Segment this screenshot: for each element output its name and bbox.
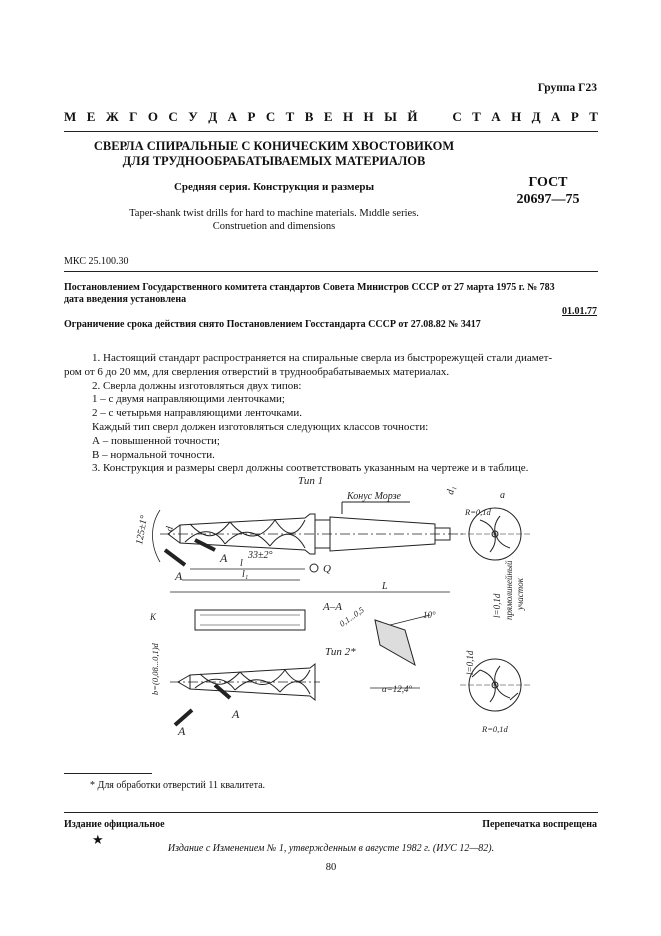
header-divider bbox=[64, 131, 598, 132]
interstate-letter: Й bbox=[407, 109, 418, 124]
type1-drill bbox=[160, 514, 465, 554]
document-subtitle: Средняя серия. Конструкция и размеры bbox=[173, 181, 375, 193]
k-label: K bbox=[150, 612, 157, 622]
alpha-label: α=12,4° bbox=[382, 684, 413, 694]
d-label: d bbox=[164, 525, 176, 533]
footer-divider bbox=[64, 812, 598, 813]
flute-detail-view bbox=[149, 610, 305, 630]
b-width-label: b=(0,08...0,1)d bbox=[150, 643, 160, 695]
gost-label: ГОСТ bbox=[528, 175, 568, 190]
interstate-letter: М bbox=[64, 109, 77, 124]
interstate-letter: Т bbox=[472, 109, 481, 124]
section-mark-a: A bbox=[175, 569, 183, 583]
interstate-letter: Р bbox=[247, 109, 256, 124]
interstate-letter: А bbox=[491, 109, 501, 124]
interstate-letter: Н bbox=[342, 109, 354, 124]
interstate-letter: Е bbox=[86, 109, 96, 124]
section-aa-profile bbox=[375, 620, 415, 665]
interstate-letter: А bbox=[551, 109, 561, 124]
footnote: * Для обработки отверстий 11 квалитета. bbox=[90, 780, 266, 791]
r2-label: R=0,1d bbox=[482, 724, 508, 734]
footnote-divider bbox=[64, 773, 152, 774]
english-title bbox=[64, 207, 484, 233]
q-label: Q bbox=[323, 563, 331, 575]
decree-text: Постановлением Государственного комитета стандартов Совета Министров СССР от 27 марта 1975 г. № 783 bbox=[64, 282, 555, 293]
body-paragraph: Каждый тип сверл должен изготовляться следующих классов точности: bbox=[92, 420, 429, 433]
mks-code: МКС 25.100.30 bbox=[64, 256, 129, 267]
angle-125-label: 125±1° bbox=[134, 514, 151, 546]
reprint-prohibited-label: Перепечатка воспрещена bbox=[482, 819, 597, 830]
title-line-2: ДЛЯ ТРУДНООБРАБАТЫВАЕМЫХ МАТЕРИАЛОВ bbox=[122, 154, 426, 168]
drill-technical-drawing bbox=[120, 470, 540, 760]
angle-10-label: 10° bbox=[423, 610, 436, 620]
star-icon: ★ bbox=[92, 832, 104, 847]
interstate-letter: Р bbox=[570, 109, 579, 124]
big-l-label: L bbox=[382, 581, 388, 592]
interstate-letter: Е bbox=[323, 109, 333, 124]
body-paragraph: ром от 6 до 20 мм, для сверления отверстий в труднообрабатываемых материалах. bbox=[64, 365, 450, 378]
section-aa-label: А–А bbox=[323, 601, 342, 613]
page-number: 80 bbox=[325, 862, 337, 873]
l-label: l bbox=[240, 558, 243, 569]
interstate-letter: О bbox=[147, 109, 158, 124]
section-mark-a: A bbox=[232, 707, 240, 721]
body-paragraph: А – повышенной точности; bbox=[92, 434, 220, 447]
body-paragraph: 3. Конструкция и размеры сверл должны соответствовать указанным на чертеже и в таблице. bbox=[92, 462, 529, 475]
body-paragraph: В – нормальной точности. bbox=[92, 448, 215, 461]
interstate-letter: Ж bbox=[105, 109, 119, 124]
interstate-letter: Д bbox=[208, 109, 218, 124]
d1-label: d₁ bbox=[445, 485, 458, 496]
r1-label: R=0,1d bbox=[465, 507, 491, 517]
interstate-letter: С bbox=[265, 109, 276, 124]
interstate-letter: У bbox=[188, 109, 198, 124]
a-label: a bbox=[500, 490, 505, 501]
interstate-letter: Н bbox=[363, 109, 374, 124]
type2-label: Тип 2* bbox=[325, 646, 356, 658]
interstate-letter: Ы bbox=[384, 109, 397, 124]
gost-number: 20697—75 bbox=[516, 192, 580, 207]
l1-label: l₁ bbox=[242, 569, 249, 580]
morse-label: Конус Морзе bbox=[347, 491, 401, 502]
interstate-letter: Д bbox=[531, 109, 541, 124]
body-text bbox=[64, 352, 598, 476]
l-01d-label: l=0,1d bbox=[465, 650, 475, 675]
group-label: Группа Г23 bbox=[537, 82, 597, 94]
angle-33-label: 33±2° bbox=[248, 550, 273, 561]
section-mark-a: A bbox=[178, 724, 186, 738]
interstate-letter: С bbox=[452, 109, 462, 124]
body-paragraph: 2. Сверла должны изготовляться двух типов: bbox=[92, 379, 302, 392]
type1-label: Тип 1 bbox=[298, 475, 324, 487]
interstate-standard-heading bbox=[64, 109, 598, 125]
land-label: 0,1...0,5 bbox=[337, 604, 366, 629]
date-value: 01.01.77 bbox=[562, 306, 597, 317]
type2-drill bbox=[170, 664, 320, 700]
body-paragraph: 1 – с двумя направляющими ленточками; bbox=[92, 393, 285, 406]
english-title-line-2: Construetion and dimensions bbox=[212, 221, 336, 232]
interstate-letter: Т bbox=[285, 109, 295, 124]
section-mark-a: A bbox=[220, 551, 228, 565]
body-paragraph: 2 – с четырьмя направляющими ленточками. bbox=[92, 407, 303, 420]
body-paragraph: 1. Настоящий стандарт распространяется на спиральные сверла из быстрорежущей стали диамет- bbox=[92, 352, 553, 364]
interstate-letter: Н bbox=[511, 109, 522, 124]
date-label: дата введения установлена bbox=[64, 294, 187, 305]
interstate-letter: А bbox=[227, 109, 237, 124]
flat-section-label: прямолинейный bbox=[504, 560, 514, 620]
official-edition-label: Издание официальное bbox=[64, 819, 165, 830]
document-title bbox=[64, 139, 484, 169]
l-01d-label: l=0,1d bbox=[492, 593, 502, 618]
interstate-letter: Г bbox=[129, 109, 138, 124]
mks-divider bbox=[64, 271, 598, 272]
interstate-letter: С bbox=[168, 109, 178, 124]
interstate-letter: В bbox=[304, 109, 314, 124]
edition-note: Издание с Изменением № 1, утвержденным в августе 1982 г. (ИУС 12—82). bbox=[167, 843, 495, 854]
english-title-line-1: Taper-shank twist drills for hard to machine materials. Mıddle series. bbox=[129, 208, 419, 219]
interstate-letter: Т bbox=[589, 109, 598, 124]
flat-section-label: участок bbox=[515, 578, 525, 610]
title-line-1: СВЕРЛА СПИРАЛЬНЫЕ С КОНИЧЕСКИМ ХВОСТОВИКОМ bbox=[93, 139, 455, 153]
gost-designation bbox=[494, 174, 602, 208]
limit-text: Ограничение срока действия снято Постановлением Госстандарта СССР от 27.08.82 № 3417 bbox=[64, 319, 481, 330]
